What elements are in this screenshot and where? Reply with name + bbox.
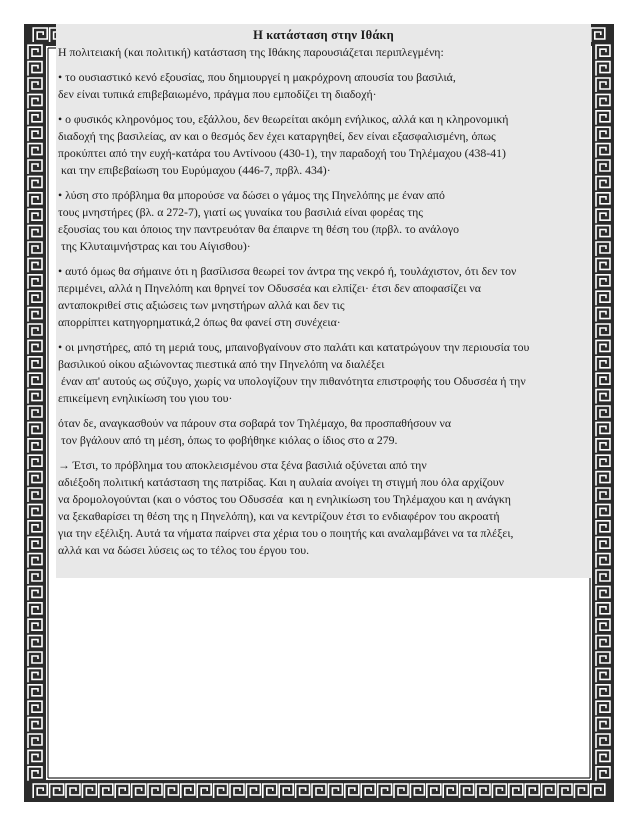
paragraph-marriage: • λύση στο πρόβλημα θα μπορούσε να δώσει ο γάμος της Πηνελόπης με έναν από τους μνηστήρες (βλ. α 272-7), γιατί ως γυναίκα του βασιλιά είναι φορέας της εξουσίας του και όποιος την παντρευόταν θα έπαιρνε τη θέση του (πρβλ. το ανάλογο της Κλυταιμνήστρας και του Αίγισθου)· [58,188,460,253]
intro-text: Η πολιτειακή (και πολιτική) κατάσταση της Ιθάκης παρουσιάζεται περιπλεγμένη: [58,45,444,59]
paragraph-telemachus: όταν δε, αναγκασθούν να πάρουν στα σοβαρά τον Τηλέμαχο, θα προσπαθήσουν να τον βγάλουν από τη μέση, όπως το φοβήθηκε κιόλας ο ίδιος στο α 279. [58,416,452,447]
paragraph-conclusion: → Έτσι, το πρόβλημα του αποκλεισμένου στα ξένα βασιλιά οξύνεται από την αδιέξοδη πολιτική κατάσταση της πατρίδας. Και η αυλαία ανοίγει τη στιγμή που όλα αρχίζουν να δρομολογούνται (και ο νόστος του Οδυσσέα και η ενηλικίωση του Τηλέμαχου και η ανάγκη να ξεκαθαρίσει τη θέση της η Πηνελόπη), και να κεντρίζουν έτσι το ενδιαφέρον του ακροατή για την εξέλιξη. Αυτά τα νήματα παίρνει στα χέρια του ο ποιητής και αναλαμβάνει να τα πλέξει, αλλά και να δώσει λύσεις ως το τέλος του έργου του. [58,458,514,557]
paragraph-queen: • αυτό όμως θα σήμαινε ότι η βασίλισσα θεωρεί τον άντρα της νεκρό ή, τουλάχιστον, ότι δεν τον περιμένει, αλλά η Πηνελόπη και θρηνεί τον Οδυσσέα και ελπίζει· έτσι δεν αποφασίζει να ανταποκριθεί στις αξιώσεις των μνηστήρων αλλά και δεν τις απορρίπτει κατηγορηματικά,2 όπως θα φανεί στη συνέχεια· [58,264,517,329]
page-title: Η κατάσταση στην Ιθάκη [253,28,394,42]
paragraph-heir: • ο φυσικός κληρονόμος του, εξάλλου, δεν θεωρείται ακόμη ενήλικος, αλλά και η κληρονομική διαδοχή της βασιλείας, αν και ο θεσμός δεν έχει καταργηθεί, δεν είναι εξασφαλισμένη, όπως προκύπτει από την ευχή-κατάρα του Αντίνοου (430-1), την παραδοχή του Τηλέμαχου (438-41) και την επιβεβαίωση του Ευρύμαχου (446-7, πρβλ. 434)· [58,112,509,177]
paragraph-power-vacuum: • το ουσιαστικό κενό εξουσίας, που δημιουργεί η μακρόχρονη απουσία του βασιλιά, δεν είναι τυπικά επιβεβαιωμένο, πράγμα που εμποδίζει τη διαδοχή· [58,70,456,101]
paragraph-suitors: • οι μνηστήρες, από τη μεριά τους, μπαινοβγαίνουν στο παλάτι και κατατρώγουν την περιουσία του βασιλικού οίκου αξιώνοντας πιεστικά από την Πηνελόπη να διαλέξει έναν απ' αυτούς ως σύζυγο, χωρίς να υπολογίζουν την πιθανότητα επιστροφής του Οδυσσέα ή την επικείμενη ενηλικίωση του γιου του· [58,340,530,405]
document-body [56,24,591,559]
